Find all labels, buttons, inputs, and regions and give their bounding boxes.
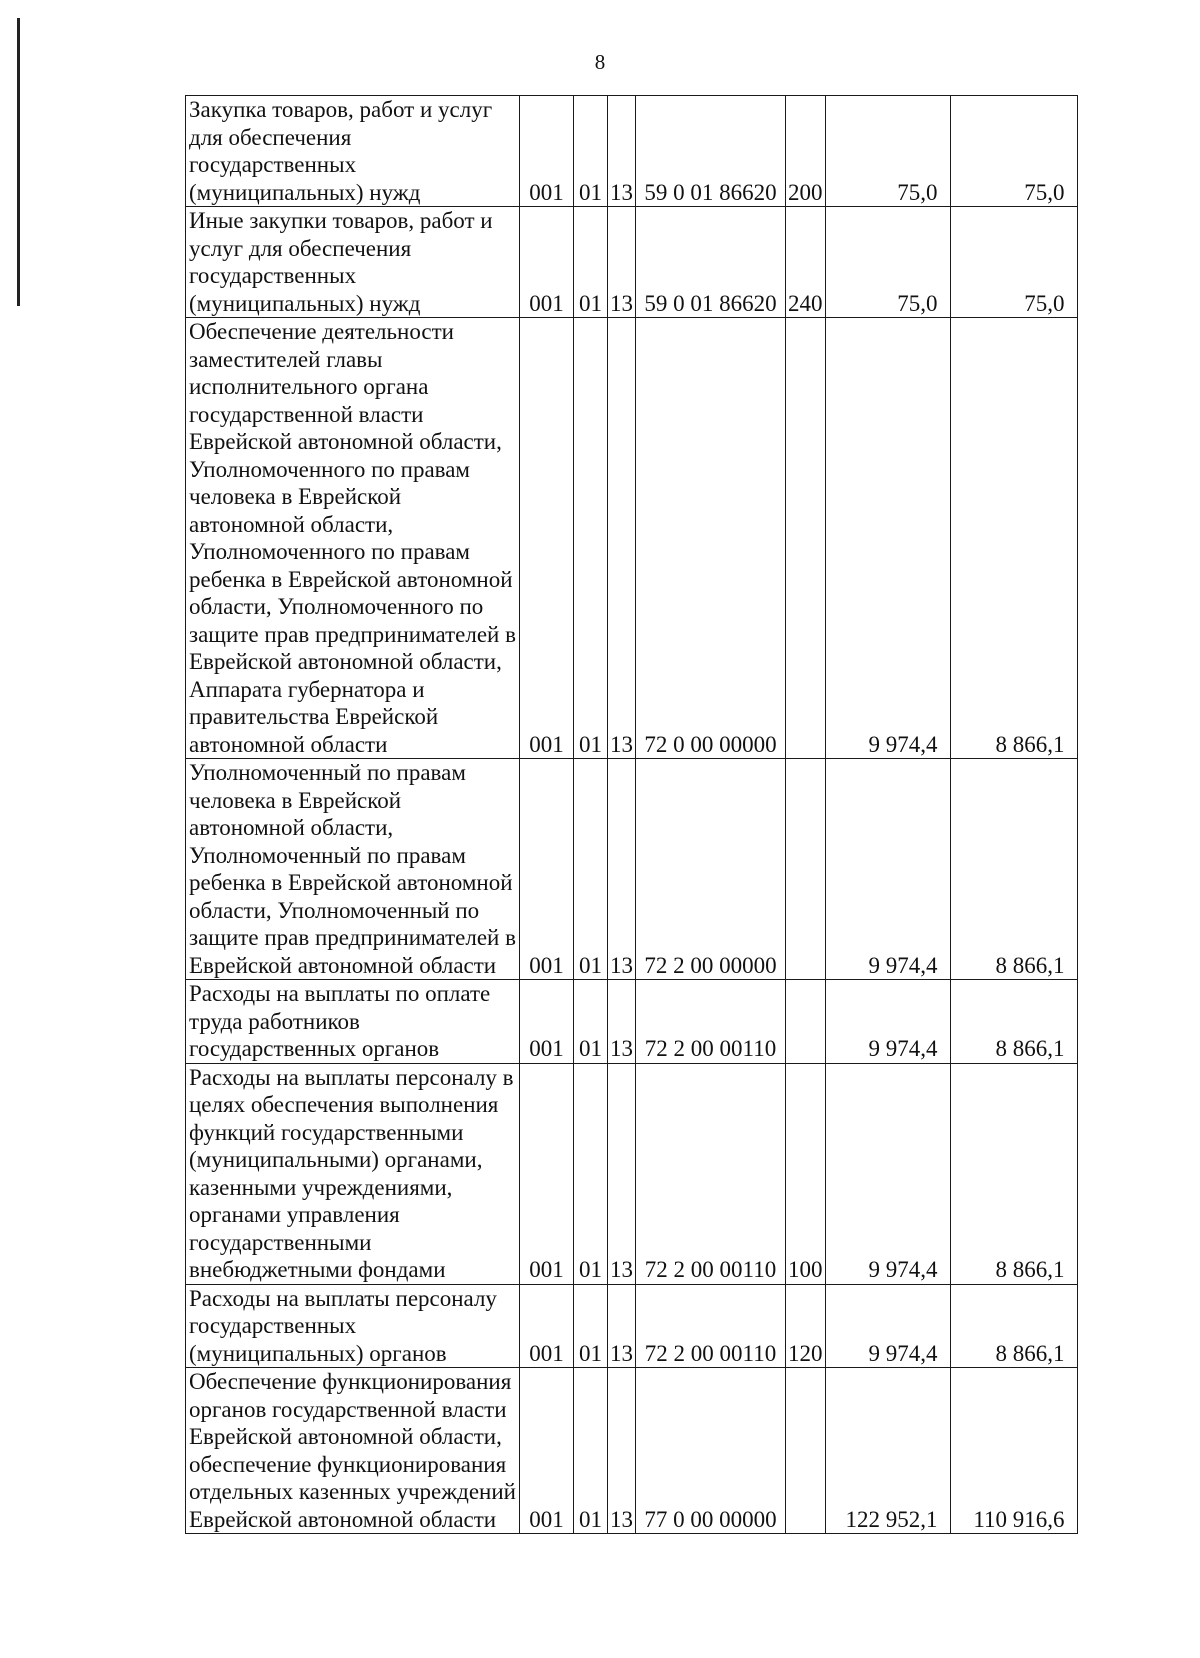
amount-year-2: 8 866,1 — [950, 318, 1077, 759]
expense-type-code: 200 — [786, 96, 826, 207]
budget-table — [185, 95, 1078, 1534]
target-article-code: 77 0 00 00000 — [636, 1368, 786, 1534]
subsection-code: 13 — [608, 1284, 636, 1368]
row-name: Обеспечение функционирования органов государственной власти Еврейской автономной области, обеспечение функционирования отдельных казенных учреждений Еврейской автономной области — [186, 1368, 520, 1534]
section-code: 01 — [574, 318, 608, 759]
amount-year-2: 8 866,1 — [950, 759, 1077, 980]
expense-type-code — [786, 980, 826, 1064]
ministry-code: 001 — [520, 1368, 574, 1534]
ministry-code: 001 — [520, 96, 574, 207]
table-row — [186, 759, 1078, 980]
table-row — [186, 1368, 1078, 1534]
target-article-code: 72 0 00 00000 — [636, 318, 786, 759]
amount-year-1: 9 974,4 — [825, 318, 950, 759]
row-name: Расходы на выплаты по оплате труда работников государственных органов — [186, 980, 520, 1064]
row-name: Иные закупки товаров, работ и услуг для обеспечения государственных (муниципальных) нужд — [186, 207, 520, 318]
amount-year-1: 9 974,4 — [825, 1284, 950, 1368]
subsection-code: 13 — [608, 318, 636, 759]
ministry-code: 001 — [520, 1284, 574, 1368]
subsection-code: 13 — [608, 1063, 636, 1284]
target-article-code: 72 2 00 00110 — [636, 1063, 786, 1284]
table-row — [186, 96, 1078, 207]
target-article-code: 59 0 01 86620 — [636, 96, 786, 207]
table-row — [186, 980, 1078, 1064]
section-code: 01 — [574, 96, 608, 207]
amount-year-2: 8 866,1 — [950, 1284, 1077, 1368]
subsection-code: 13 — [608, 207, 636, 318]
row-name: Обеспечение деятельности заместителей главы исполнительного органа государственной власти Еврейской автономной области, Уполномоченного по правам человека в Еврейской автономной области, Уполномоченного по правам ребенка в Еврейской автономной области, Уполномоченного по защите прав предпринимателей в Еврейской автономной области, Аппарата губернатора и правительства Еврейской автономной области — [186, 318, 520, 759]
amount-year-2: 8 866,1 — [950, 980, 1077, 1064]
row-name: Расходы на выплаты персоналу государственных (муниципальных) органов — [186, 1284, 520, 1368]
section-code: 01 — [574, 1063, 608, 1284]
target-article-code: 72 2 00 00110 — [636, 1284, 786, 1368]
row-name: Закупка товаров, работ и услуг для обеспечения государственных (муниципальных) нужд — [186, 96, 520, 207]
expense-type-code — [786, 1368, 826, 1534]
amount-year-2: 110 916,6 — [950, 1368, 1077, 1534]
amount-year-1: 122 952,1 — [825, 1368, 950, 1534]
expense-type-code — [786, 759, 826, 980]
amount-year-1: 75,0 — [825, 207, 950, 318]
target-article-code: 59 0 01 86620 — [636, 207, 786, 318]
target-article-code: 72 2 00 00000 — [636, 759, 786, 980]
section-code: 01 — [574, 980, 608, 1064]
section-code: 01 — [574, 1368, 608, 1534]
subsection-code: 13 — [608, 96, 636, 207]
row-name: Расходы на выплаты персоналу в целях обеспечения выполнения функций государственными (муниципальными) органами, казенными учреждениями, органами управления государственными внебюджетными фондами — [186, 1063, 520, 1284]
section-code: 01 — [574, 759, 608, 980]
page-number: 8 — [594, 50, 606, 74]
expense-type-code: 100 — [786, 1063, 826, 1284]
table-row — [186, 207, 1078, 318]
amount-year-2: 8 866,1 — [950, 1063, 1077, 1284]
target-article-code: 72 2 00 00110 — [636, 980, 786, 1064]
amount-year-1: 75,0 — [825, 96, 950, 207]
row-name: Уполномоченный по правам человека в Еврейской автономной области, Уполномоченный по правам ребенка в Еврейской автономной области, Уполномоченный по защите прав предпринимателей в Еврейской автономной области — [186, 759, 520, 980]
ministry-code: 001 — [520, 207, 574, 318]
amount-year-2: 75,0 — [950, 96, 1077, 207]
section-code: 01 — [574, 207, 608, 318]
expense-type-code: 120 — [786, 1284, 826, 1368]
amount-year-2: 75,0 — [950, 207, 1077, 318]
amount-year-1: 9 974,4 — [825, 980, 950, 1064]
table-row — [186, 318, 1078, 759]
ministry-code: 001 — [520, 759, 574, 980]
section-code: 01 — [574, 1284, 608, 1368]
expense-type-code — [786, 318, 826, 759]
amount-year-1: 9 974,4 — [825, 759, 950, 980]
ministry-code: 001 — [520, 980, 574, 1064]
table-row — [186, 1063, 1078, 1284]
ministry-code: 001 — [520, 318, 574, 759]
amount-year-1: 9 974,4 — [825, 1063, 950, 1284]
ministry-code: 001 — [520, 1063, 574, 1284]
expense-type-code: 240 — [786, 207, 826, 318]
subsection-code: 13 — [608, 1368, 636, 1534]
subsection-code: 13 — [608, 759, 636, 980]
subsection-code: 13 — [608, 980, 636, 1064]
table-row — [186, 1284, 1078, 1368]
